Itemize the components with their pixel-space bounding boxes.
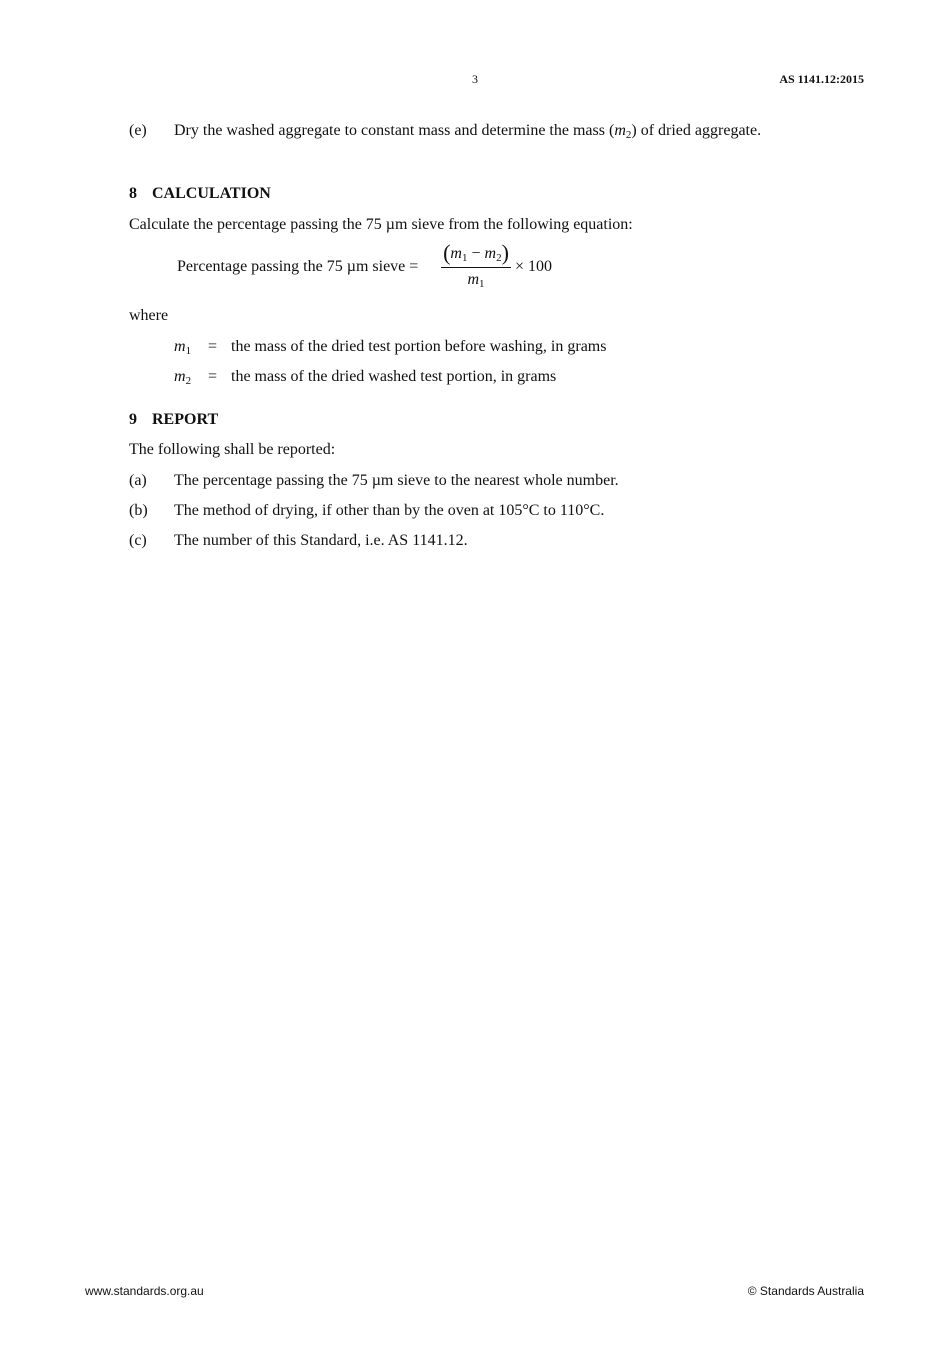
report-item-c <box>129 531 821 551</box>
equation-rhs: × 100 <box>515 258 553 275</box>
procedure-step-e <box>129 121 821 141</box>
variable-definition-m1: $m_1$ = the mass of the dried test portion before washing, in grams <box>174 338 607 357</box>
variable-symbol: $m_1$ <box>174 338 192 357</box>
equation-fraction <box>441 240 511 289</box>
item-text: The percentage passing the 75 µm sieve to the nearest whole number. <box>174 472 619 489</box>
equation-lhs: Percentage passing the 75 µm sieve = <box>177 258 419 275</box>
section-heading-calculation <box>129 184 271 204</box>
footer-copyright: © Standards Australia <box>747 1284 864 1298</box>
item-label: (b) <box>129 502 148 519</box>
equation-denominator: $m_1$ <box>467 271 485 290</box>
section-heading-report <box>129 410 218 430</box>
step-text: Dry the washed aggregate to constant mass and determine the mass $(m_2)$ of dried aggregate. <box>174 122 762 141</box>
section-number: 9 <box>129 411 137 428</box>
report-item-b <box>129 501 821 521</box>
page-number: 3 <box>472 72 478 86</box>
standard-identifier: AS 1141.12:2015 <box>779 72 864 86</box>
where-label: where <box>129 307 169 324</box>
item-text: The method of drying, if other than by the oven at 105°C to 110°C. <box>174 502 605 519</box>
equation-numerator: $(m_1 - m_2)$ <box>443 240 509 265</box>
report-item-a <box>129 471 821 491</box>
item-label: (c) <box>129 532 147 549</box>
section-title: REPORT <box>152 411 219 428</box>
fraction-bar <box>441 267 511 268</box>
section-number: 8 <box>129 185 137 202</box>
variable-description: the mass of the dried test portion before washing, in grams <box>231 338 607 355</box>
item-label: (a) <box>129 472 147 489</box>
report-intro: The following shall be reported: <box>129 441 336 458</box>
variable-symbol: $m_2$ <box>174 368 192 387</box>
calculation-intro: Calculate the percentage passing the 75 µm sieve from the following equation: <box>129 216 633 233</box>
step-label: (e) <box>129 122 147 139</box>
item-text: The number of this Standard, i.e. AS 1141.12. <box>174 532 468 549</box>
footer-website: www.standards.org.au <box>85 1284 204 1298</box>
variable-description: the mass of the dried washed test portion, in grams <box>231 368 557 385</box>
section-title: CALCULATION <box>152 185 271 202</box>
variable-definition-m2: $m_2$ = the mass of the dried washed test portion, in grams <box>174 368 557 387</box>
